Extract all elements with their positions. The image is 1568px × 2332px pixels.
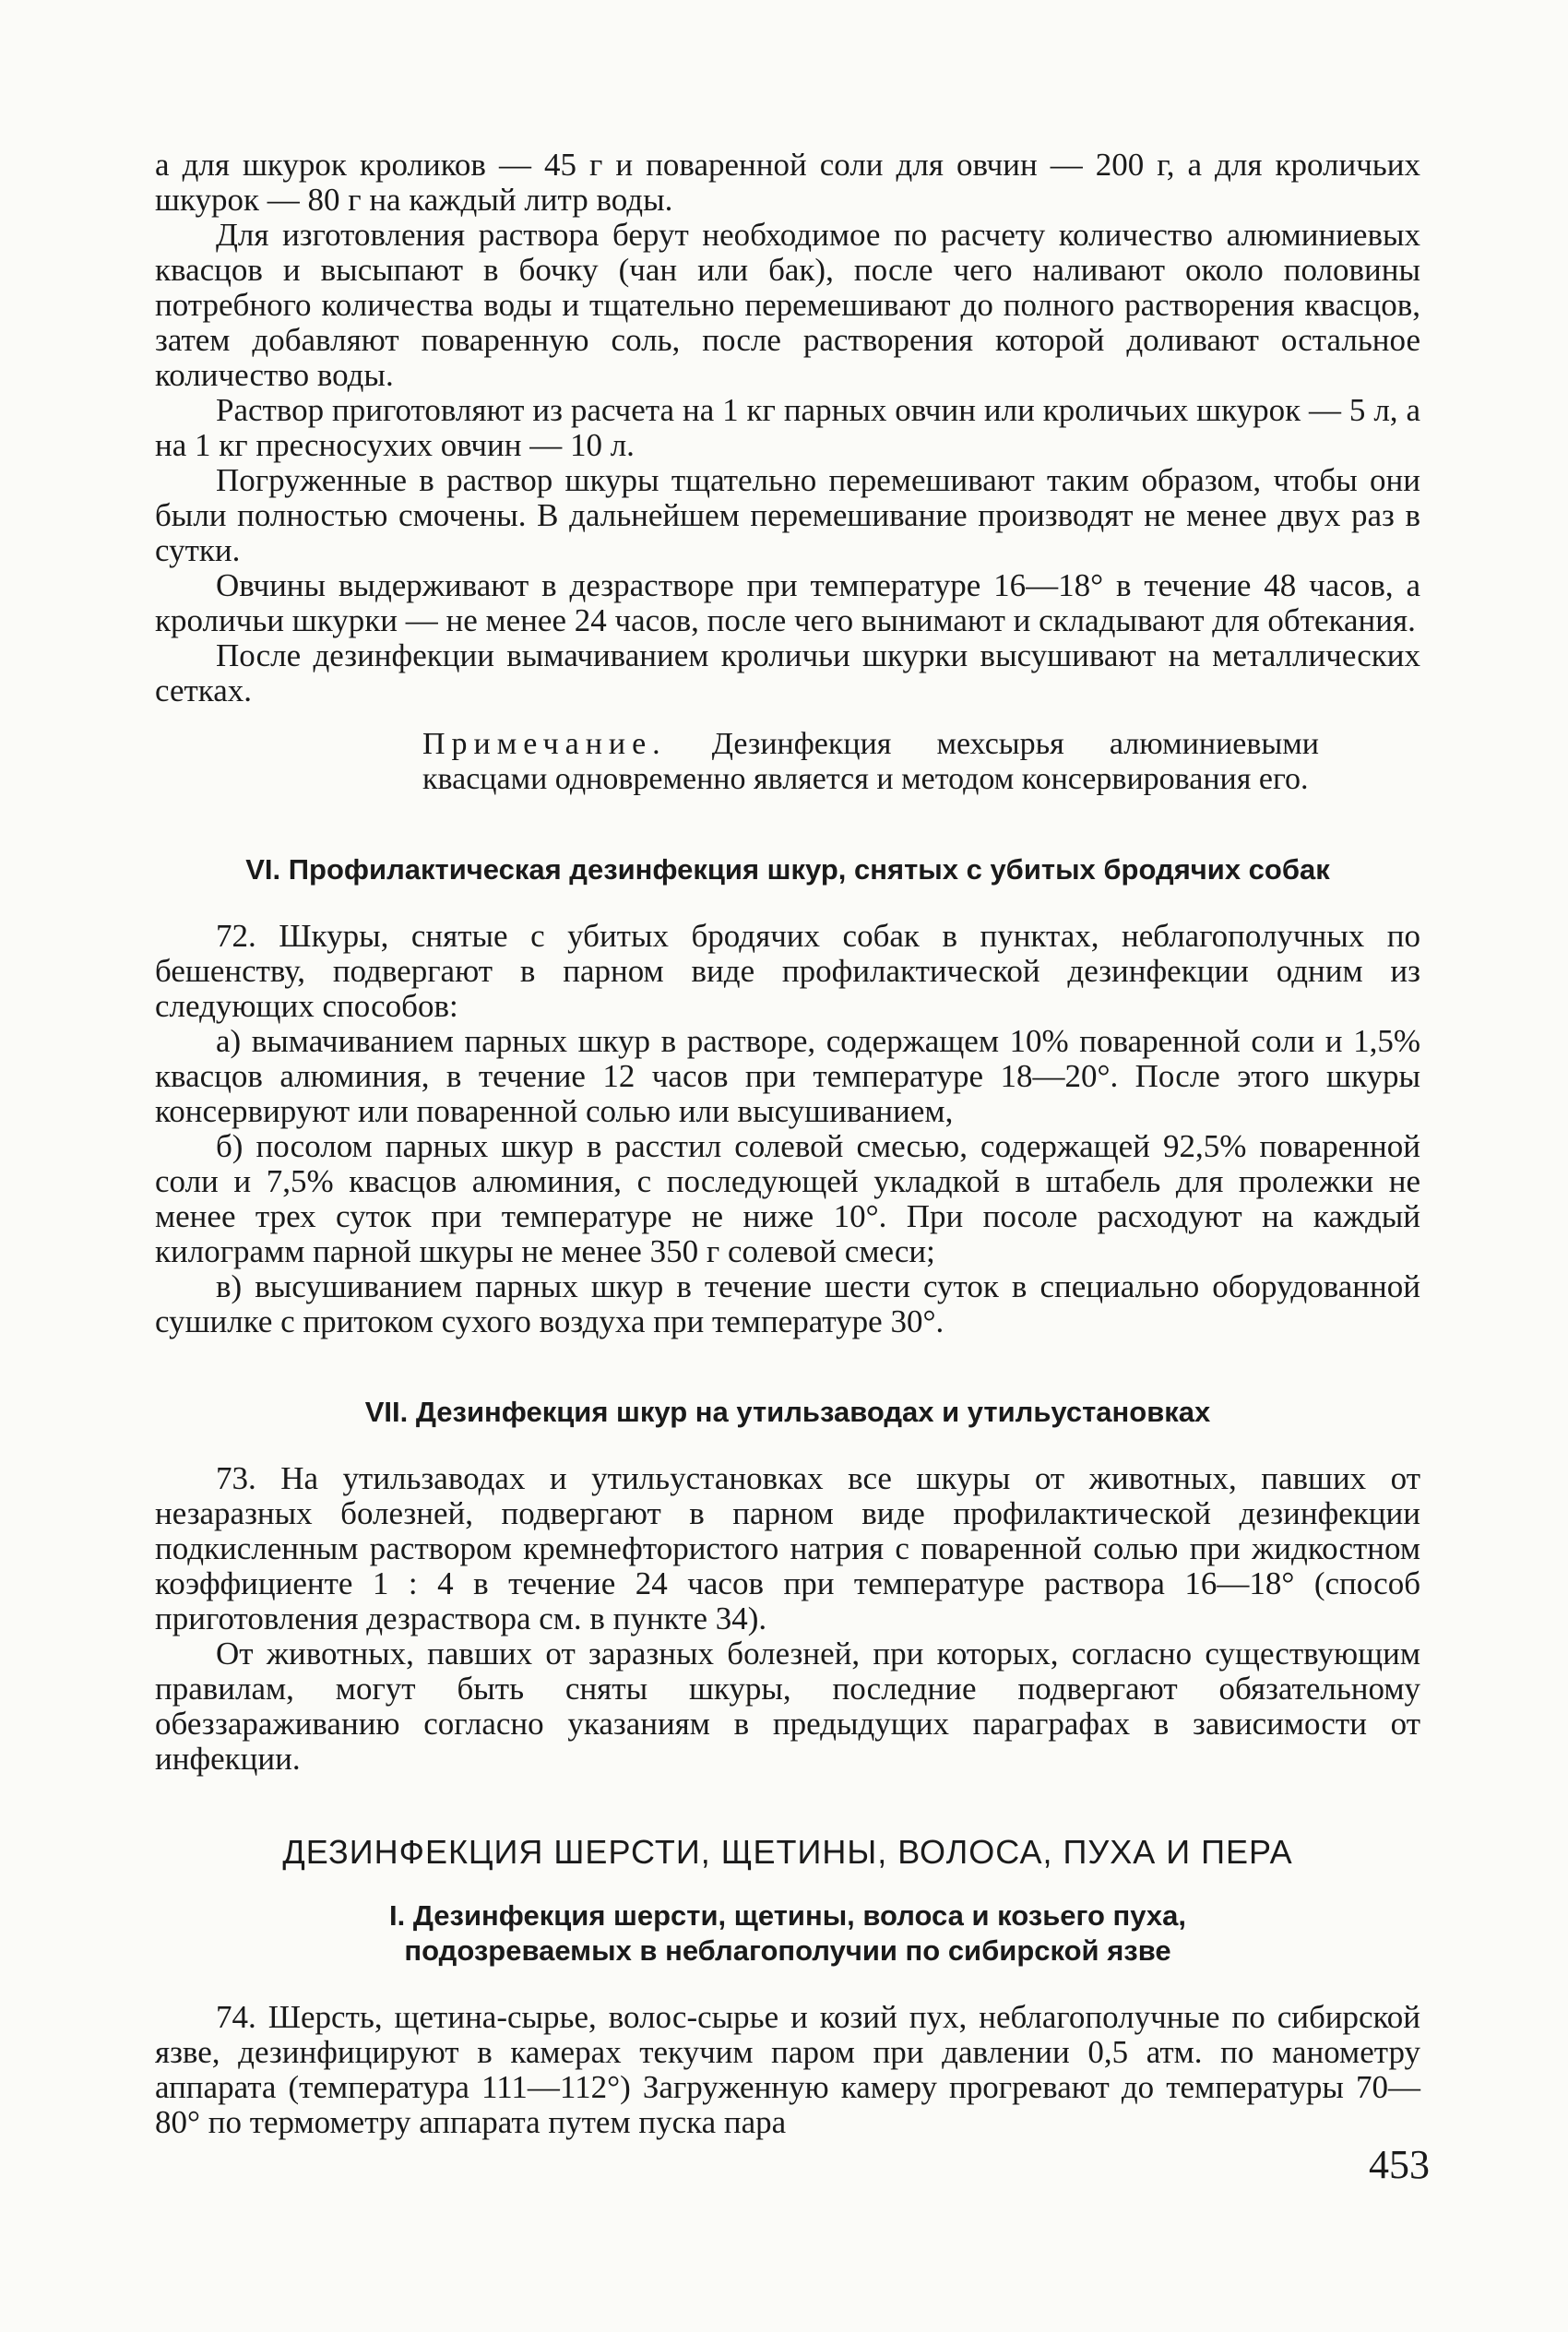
section-vi-item-b: б) посолом парных шкур в расстил солевой смесью, содержащей 92,5% поваренной соли и 7,5% квасцов алюминия, с последующей укладкой в штабель для пролежки не менее трех суток при температуре не ниже 10°. При посоле расходуют на каждый килограмм парной шкуры не менее 350 г солевой смеси; xyxy=(155,1128,1420,1269)
intro-paragraph-2: Для изготовления раствора берут необходимое по расчету количество алюминиевых квасцов и высыпают в бочку (чан или бак), после чего наливают около половины потребного количества воды и тщательно перемешивают до полного растворения квасцов, затем добавляют поваренную соль, после растворения которой доливают остальное количество воды. xyxy=(155,217,1420,393)
section-vi-item-a: а) вымачиванием парных шкур в растворе, содержащем 10% поваренной соли и 1,5% квасцов алюминия, в течение 12 часов при температуре 18—20°. После этого шкуры консервируют или поваренной солью или высушиванием, xyxy=(155,1023,1420,1129)
note xyxy=(155,727,1420,797)
section-vi-paragraph-72: 72. Шкуры, снятые с убитых бродячих собак в пунктах, неблагополучных по бешенству, подвергают в парном виде профилактической дезинфекции одним из следующих способов: xyxy=(155,918,1420,1024)
page-body xyxy=(155,148,1420,2140)
intro-paragraph-6: После дезинфекции вымачиванием кроличьи шкурки высушивают на металлических сетках. xyxy=(155,637,1420,708)
intro-paragraph-1: а для шкурок кроликов — 45 г и поваренной соли для овчин — 200 г, а для кроличьих шкурок — 80 г на каждый литр воды. xyxy=(155,147,1420,218)
section-vi-heading: VI. Профилактическая дезинфекция шкур, снятых с убитых бродячих собак xyxy=(245,853,1330,886)
wool-subheading-line-1: I. Дезинфекция шерсти, щетины, волоса и козьего пуха, xyxy=(389,1899,1186,1932)
intro-paragraph-4: Погруженные в раствор шкуры тщательно перемешивают таким образом, чтобы они были полностью смочены. В дальнейшем перемешивание производят не менее двух раз в сутки. xyxy=(155,462,1420,568)
note-text: Дезинфекция мехсырья алюминиевыми квасцами одновременно является и методом консервирования его. xyxy=(422,727,1319,796)
intro-paragraph-3: Раствор приготовляют из расчета на 1 кг парных овчин или кроличьих шкурок — 5 л, а на 1 кг пресносухих овчин — 10 л. xyxy=(155,392,1420,463)
section-vii-paragraph-73: 73. На утильзаводах и утильустановках все шкуры от животных, павших от незаразных болезней, подвергают в парном виде профилактической дезинфекции подкисленным раствором кремнефтористого натрия с поваренной солью при жидкостном коэффициенте 1 : 4 в течение 24 часов при температуре раствора 16—18° (способ приготовления дезраствора см. в пункте 34). xyxy=(155,1460,1420,1636)
section-vi-item-c: в) высушиванием парных шкур в течение шести суток в специально оборудованной сушилке с притоком сухого воздуха при температуре 30°. xyxy=(155,1268,1420,1339)
section-vii-heading: VII. Дезинфекция шкур на утильзаводах и утильустановках xyxy=(364,1396,1211,1428)
wool-paragraph-74: 74. Шерсть, щетина-сырье, волос-сырье и козий пух, неблагополучные по сибирской язве, дезинфицируют в камерах текучим паром при давлении 0,5 атм. по манометру аппарата (температура 111—112°) Загруженную камеру прогревают до температуры 70—80° по термометру аппарата путем пуска пара xyxy=(155,1999,1420,2140)
intro-paragraph-5: Овчины выдерживают в дезрастворе при температуре 16—18° в течение 48 часов, а кроличьи шкурки — не менее 24 часов, после чего вынимают и складывают для обтекания. xyxy=(155,567,1420,638)
wool-subheading-line-2: подозреваемых в неблагополучии по сибирской язве xyxy=(404,1934,1171,1967)
wool-section-title: ДЕЗИНФЕКЦИЯ ШЕРСТИ, ЩЕТИНЫ, ВОЛОСА, ПУХА И ПЕРА xyxy=(282,1833,1293,1871)
section-vii-paragraph-2: От животных, павших от заразных болезней, при которых, согласно существующим правилам, могут быть сняты шкуры, последние подвергают обязательному обеззараживанию согласно указаниям в предыдущих параграфах в зависимости от инфекции. xyxy=(155,1636,1420,1777)
page-number: 453 xyxy=(1369,2142,1430,2187)
note-label: Примечание. xyxy=(422,727,667,761)
